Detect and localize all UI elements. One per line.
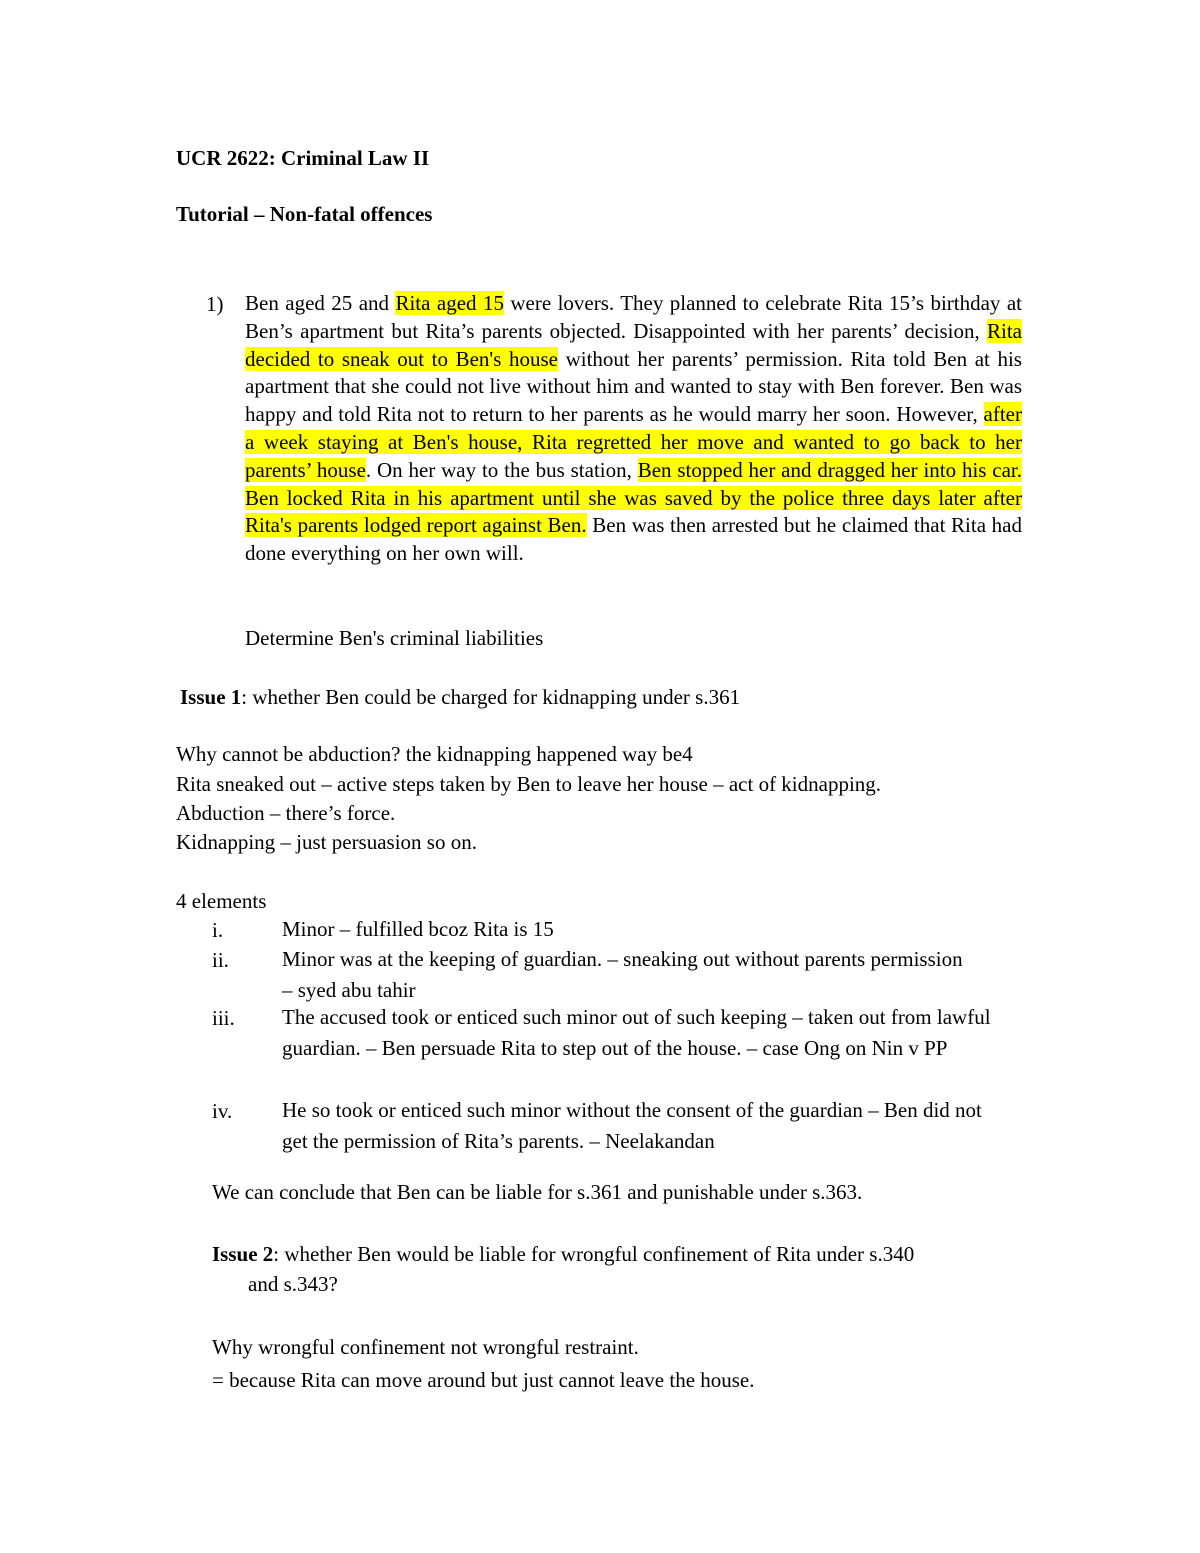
elements-heading: 4 elements (176, 889, 267, 913)
note-line: Abduction – there’s force. (176, 801, 396, 825)
course-title: UCR 2622: Criminal Law II (176, 146, 430, 170)
issue-2-continued: and s.343? (248, 1272, 338, 1296)
element-number: iv. (212, 1099, 233, 1123)
issue-2-note: = because Rita can move around but just cannot leave the house. (212, 1368, 755, 1392)
conclusion: We can conclude that Ben can be liable for s.361 and punishable under s.363. (212, 1180, 863, 1204)
question-text: Ben aged 25 and Rita aged 15 were lovers. They planned to celebrate Rita 15’s birthday at Ben’s apartment but Rita’s parents objected. Disappointed with her parents’ decision, Rita decided to sneak out to Ben's house without her parents’ permission. Rita told Ben at his apartment that she could not live without him and wanted to stay with Ben forever. Ben was happy and told Rita not to return to her parents as he would marry her soon. However, after a week staying at Ben's house, Rita regretted her move and wanted to go back to her parents’ house. On her way to the bus station, Ben stopped her and dragged her into his car. Ben locked Rita in his apartment until she was saved by the police three days later after Rita's parents lodged report against Ben. Ben was then arrested but he claimed that Rita had done everything on her own will. (245, 291, 1023, 566)
note-line: Kidnapping – just persuasion so on. (176, 830, 477, 854)
element-text: Minor – fulfilled bcoz Rita is 15 (282, 917, 554, 941)
element-number: ii. (212, 948, 229, 972)
highlight-dragged-locked: Ben stopped her and dragged her into his car. Ben locked Rita in his apartment until she was saved by the police three days later after Rita's parents lodged report against Ben. (245, 457, 1023, 538)
element-text: He so took or enticed such minor without the consent of the guardian – Ben did not get the permission of Rita’s parents. – Neelakandan (282, 1098, 982, 1153)
highlight-regret: after a week staying at Ben's house, Rita regretted her move and wanted to go back to her parents’ house (245, 402, 1022, 482)
issue-2: Issue 2: whether Ben would be liable for wrongful confinement of Rita under s.340 (212, 1242, 915, 1266)
element-number: iii. (212, 1006, 235, 1030)
element-number: i. (212, 918, 224, 942)
question-number: 1) (206, 292, 224, 316)
highlight-sneak-out: Rita decided to sneak out to Ben's house (245, 318, 1022, 371)
element-text: Minor was at the keeping of guardian. – sneaking out without parents permission – syed abu tahir (282, 947, 963, 1002)
element-text: The accused took or enticed such minor out of such keeping – taken out from lawful guardian. – Ben persuade Rita to step out of the house. – case Ong on Nin v PP (282, 1005, 991, 1060)
note-line: Why cannot be abduction? the kidnapping happened way be4 (176, 742, 693, 766)
issue-1: Issue 1: whether Ben could be charged for kidnapping under s.361 (180, 685, 741, 709)
tutorial-title: Tutorial – Non-fatal offences (176, 202, 433, 226)
highlight-rita-age: Rita aged 15 (395, 291, 504, 315)
question-task: Determine Ben's criminal liabilities (245, 626, 544, 650)
issue-2-note: Why wrongful confinement not wrongful restraint. (212, 1335, 639, 1359)
note-line: Rita sneaked out – active steps taken by Ben to leave her house – act of kidnapping. (176, 772, 882, 796)
